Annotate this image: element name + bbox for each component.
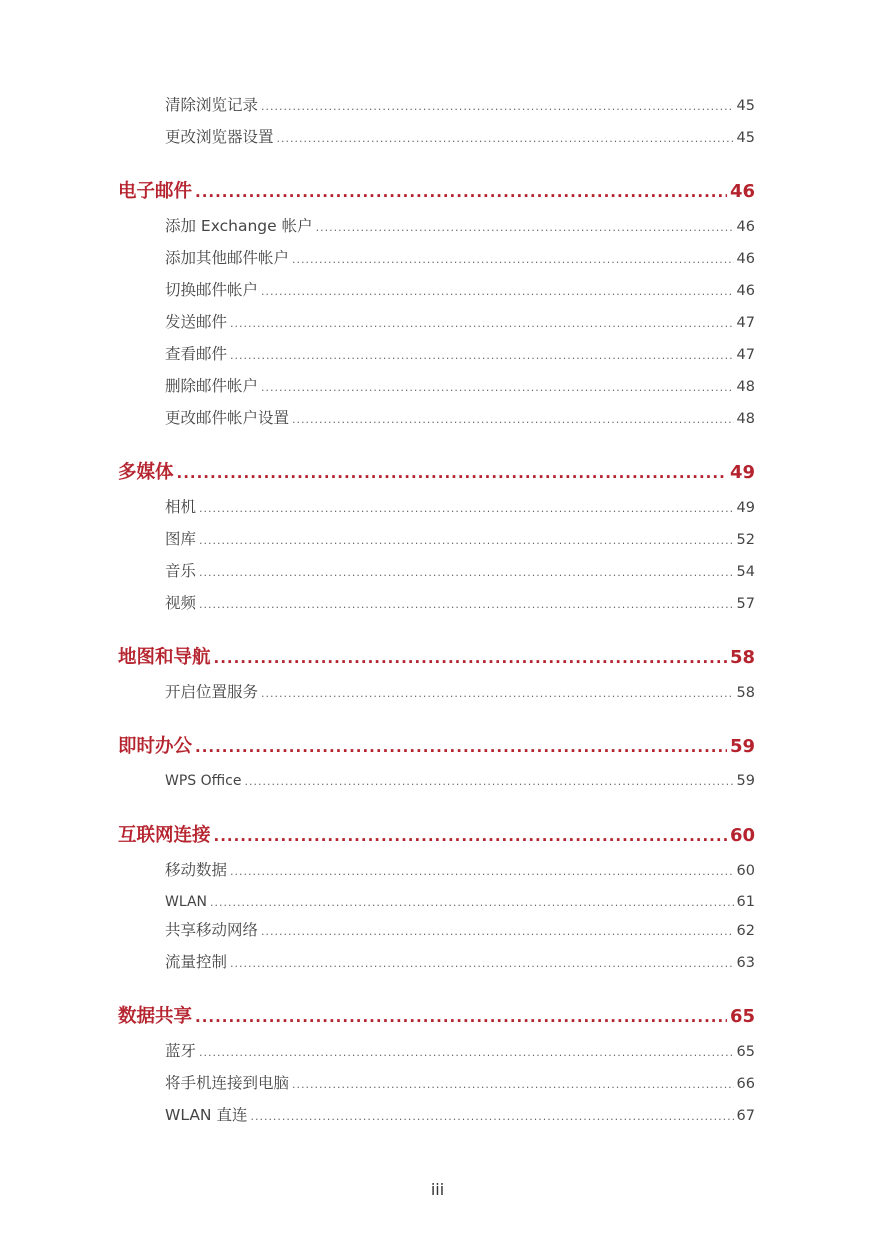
entry-page-number: 59 <box>736 773 755 789</box>
dot-leader <box>214 643 727 673</box>
dot-leader <box>195 177 727 207</box>
entry-page-number: 57 <box>736 596 755 612</box>
toc-entry[interactable] <box>118 276 755 308</box>
toc-entry[interactable] <box>118 856 755 888</box>
entry-page-number: 67 <box>736 1108 755 1124</box>
toc-entry[interactable] <box>118 244 755 276</box>
entry-page-number: 63 <box>736 955 755 971</box>
entry-page-number: 46 <box>736 251 755 267</box>
entry-title: 更改邮件帐户设置 <box>165 409 290 427</box>
section-title: 互联网连接 <box>118 825 211 846</box>
dot-leader <box>199 1039 734 1067</box>
section-title: 多媒体 <box>118 462 174 483</box>
section-page-number: 59 <box>729 736 755 757</box>
entry-page-number: 61 <box>736 894 755 910</box>
table-of-contents <box>118 91 755 1133</box>
entry-page-number: 62 <box>736 923 755 939</box>
dot-leader <box>250 1103 733 1131</box>
entry-page-number: 60 <box>736 863 755 879</box>
toc-entry[interactable] <box>118 1101 755 1133</box>
entry-title: 切换邮件帐户 <box>165 281 259 299</box>
toc-entry[interactable] <box>118 767 755 799</box>
entry-page-number: 47 <box>736 347 755 363</box>
toc-section[interactable] <box>118 458 755 493</box>
section-page-number: 65 <box>729 1006 755 1027</box>
toc-entry[interactable] <box>118 493 755 525</box>
dot-leader <box>277 125 734 153</box>
section-page-number: 58 <box>729 647 755 668</box>
entry-title: 添加 Exchange 帐户 <box>165 217 313 235</box>
entry-title: 移动数据 <box>165 861 228 879</box>
entry-page-number: 52 <box>736 532 755 548</box>
dot-leader <box>199 591 734 619</box>
entry-title: 将手机连接到电脑 <box>165 1074 290 1092</box>
dot-leader <box>214 821 727 851</box>
dot-leader <box>195 732 727 762</box>
entry-title: WPS Office <box>165 773 242 789</box>
entry-title: 查看邮件 <box>165 345 228 363</box>
entry-title: 流量控制 <box>165 953 228 971</box>
dot-leader <box>230 858 734 886</box>
dot-leader <box>199 527 734 555</box>
section-title: 即时办公 <box>118 736 193 757</box>
dot-leader <box>261 680 734 708</box>
section-title: 电子邮件 <box>118 181 193 202</box>
toc-section[interactable] <box>118 732 755 767</box>
entry-title: 更改浏览器设置 <box>165 128 274 146</box>
entry-title: 图库 <box>165 530 197 548</box>
dot-leader <box>230 950 734 978</box>
entry-page-number: 46 <box>736 219 755 235</box>
toc-entry[interactable] <box>118 372 755 404</box>
section-page-number: 49 <box>729 462 755 483</box>
toc-entry[interactable] <box>118 123 755 155</box>
toc-entry[interactable] <box>118 91 755 123</box>
entry-page-number: 58 <box>736 685 755 701</box>
entry-title: 相机 <box>165 498 197 516</box>
toc-entry[interactable] <box>118 888 755 916</box>
entry-title: 添加其他邮件帐户 <box>165 249 290 267</box>
dot-leader <box>195 1002 727 1032</box>
dot-leader <box>292 406 734 434</box>
dot-leader <box>316 214 734 242</box>
dot-leader <box>177 458 727 488</box>
dot-leader <box>245 768 734 796</box>
dot-leader <box>199 495 734 523</box>
section-page-number: 46 <box>729 181 755 202</box>
entry-title: 音乐 <box>165 562 197 580</box>
entry-page-number: 45 <box>736 130 755 146</box>
entry-page-number: 45 <box>736 98 755 114</box>
entry-title: 开启位置服务 <box>165 683 259 701</box>
toc-entry[interactable] <box>118 404 755 436</box>
entry-title: 蓝牙 <box>165 1042 197 1060</box>
entry-page-number: 47 <box>736 315 755 331</box>
toc-entry[interactable] <box>118 948 755 980</box>
toc-entry[interactable] <box>118 916 755 948</box>
dot-leader <box>261 93 734 121</box>
toc-entry[interactable] <box>118 1069 755 1101</box>
dot-leader <box>230 342 734 370</box>
entry-title: 删除邮件帐户 <box>165 377 259 395</box>
dot-leader <box>230 310 734 338</box>
entry-page-number: 54 <box>736 564 755 580</box>
entry-page-number: 46 <box>736 283 755 299</box>
dot-leader <box>292 1071 734 1099</box>
entry-title: 共享移动网络 <box>165 921 259 939</box>
dot-leader <box>210 889 734 917</box>
dot-leader <box>261 374 734 402</box>
section-title: 地图和导航 <box>118 647 211 668</box>
toc-entry[interactable] <box>118 525 755 557</box>
section-page-number: 60 <box>729 825 755 846</box>
section-title: 数据共享 <box>118 1006 193 1027</box>
toc-section[interactable] <box>118 821 755 856</box>
entry-title: 发送邮件 <box>165 313 228 331</box>
entry-title: WLAN 直连 <box>165 1106 248 1124</box>
dot-leader <box>199 559 734 587</box>
entry-page-number: 49 <box>736 500 755 516</box>
toc-entry[interactable] <box>118 212 755 244</box>
toc-entry[interactable] <box>118 308 755 340</box>
toc-entry[interactable] <box>118 557 755 589</box>
toc-entry[interactable] <box>118 589 755 621</box>
entry-title: WLAN <box>165 894 208 910</box>
toc-section[interactable] <box>118 177 755 212</box>
toc-entry[interactable] <box>118 678 755 710</box>
entry-page-number: 65 <box>736 1044 755 1060</box>
entry-page-number: 66 <box>736 1076 755 1092</box>
toc-section[interactable] <box>118 1002 755 1037</box>
entry-page-number: 48 <box>736 411 755 427</box>
entry-title: 视频 <box>165 594 197 612</box>
dot-leader <box>292 246 734 274</box>
toc-entry[interactable] <box>118 340 755 372</box>
dot-leader <box>261 278 734 306</box>
page-number: iii <box>430 1180 445 1199</box>
entry-title: 清除浏览记录 <box>165 96 259 114</box>
toc-entry[interactable] <box>118 1037 755 1069</box>
entry-page-number: 48 <box>736 379 755 395</box>
toc-section[interactable] <box>118 643 755 678</box>
dot-leader <box>261 918 734 946</box>
